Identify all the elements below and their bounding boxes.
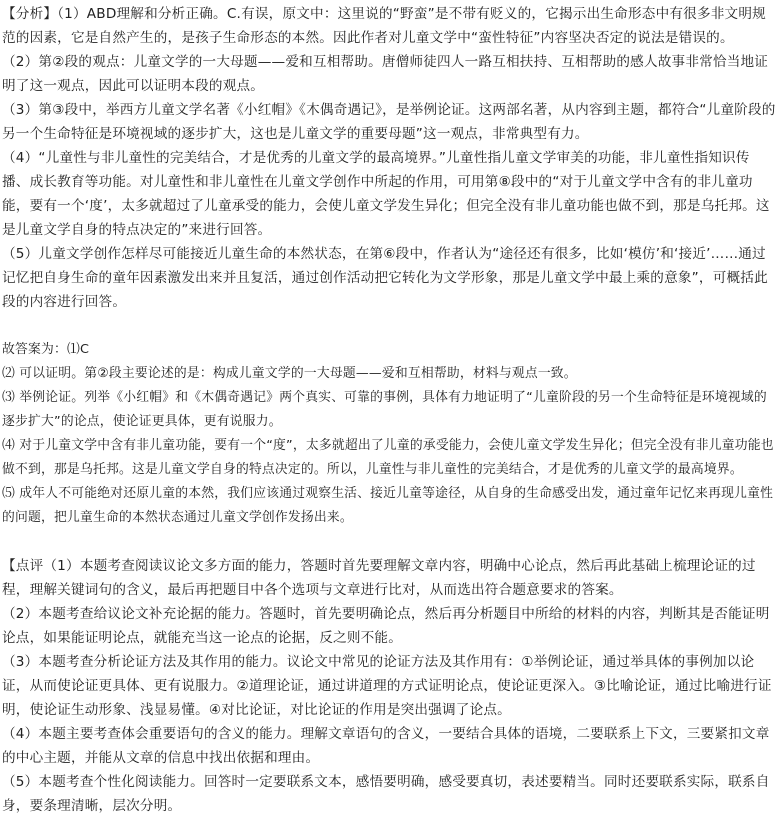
review-item-2: （2）本题考查给议论文补充论据的能力。答题时，首先要明确论点，然后再分析题目中所给的材料的内容，判断其是否能证明论点，如果能证明论点，就能充当这一论点的论据，反之则不能。	[2, 606, 770, 646]
analysis-item-1: 【分析】（1）ABD理解和分析正确。C.有误，原文中：这里说的“野蛮”是不带有贬义的，它揭示出生命形态中有很多非文明规范的因素，它是自然产生的，是孩子生命形态的本然。因此作者对儿童文学中“蛮性特征”内容坚决否定的说法是错误的。	[2, 6, 766, 46]
answer-item-3: ⑶ 举例论证。列举《小红帽》和《木偶奇遇记》两个真实、可靠的事例，具体有力地证明了“儿童阶段的另一个生命特征是环境视域的逐步扩大”的论点，使论证更具体，更有说服力。	[2, 390, 767, 429]
review-item-4: （4）本题主要考查体会重要语句的含义的能力。理解文章语句的含义，一要结合具体的语境，二要联系上下文，三要紧扣文章的中心主题，并能从文章的信息中找出依据和理由。	[2, 726, 770, 766]
answer-heading: 故答案为：⑴C	[2, 342, 90, 357]
review-item-5: （5）本题考查个性化阅读能力。回答时一定要联系文本，感悟要明确，感受要真切，表述要精当。同时还要联系实际，联系自身，要条理清晰，层次分明。	[2, 774, 770, 814]
answer-item-4: ⑷ 对于儿童文学中含有非儿童功能，要有一个“度”，太多就超出了儿童的承受能力，会使儿童文学发生异化；但完全没有非儿童功能也做不到，那是乌托邦。这是儿童文学自身的特点决定的。所以，儿童性与非儿童性的完美结合，才是优秀的儿童文学的最高境界。	[2, 438, 774, 477]
review-section	[2, 554, 776, 818]
section-gap	[2, 314, 776, 338]
analysis-item-2: （2）第②段的观点：儿童文学的一大母题——爱和互相帮助。唐僧师徒四人一路互相扶持、互相帮助的感人故事非常恰当地证明了这一观点，因此可以证明本段的观点。	[2, 54, 769, 94]
review-item-3: （3）本题考查分析论证方法及其作用的能力。议论文中常见的论证方法及其作用有：①举例论证，通过举具体的事例加以论证，从而使论证更具体、更有说服力。②道理论证，通过讲道理的方式证明论点，使论证更深入。③比喻论证，通过比喻进行证明，使论证生动形象、浅显易懂。④对比论证，对比论证的作用是突出强调了论点。	[2, 654, 772, 718]
answer-section	[2, 338, 776, 530]
analysis-section	[2, 2, 776, 314]
analysis-item-3: （3）第③段中，举西方儿童文学名著《小红帽》《木偶奇遇记》，是举例论证。这两部名著，从内容到主题，都符合“儿童阶段的另一个生命特征是环境视域的逐步扩大，这也是儿童文学的重要母题”这一观点，非常典型有力。	[2, 102, 776, 142]
answer-item-5: ⑸ 成年人不可能绝对还原儿童的本然，我们应该通过观察生活、接近儿童等途径，从自身的生命感受出发，通过童年记忆来再现儿童性的问题，把儿童生命的本然状态通过儿童文学创作发扬出来。	[2, 486, 774, 525]
section-gap	[2, 530, 776, 554]
answer-item-2: ⑵ 可以证明。第②段主要论述的是：构成儿童文学的一大母题——爱和互相帮助，材料与观点一致。	[2, 366, 577, 381]
analysis-item-4: （4）“儿童性与非儿童性的完美结合，才是优秀的儿童文学的最高境界。”儿童性指儿童文学审美的功能，非儿童性指知识传播、成长教育等功能。对儿童性和非儿童性在儿童文学创作中所起的作用，可用第⑧段中的“对于儿童文学中含有的非儿童功能，要有一个‘度’，太多就超过了儿童承受的能力，会使儿童文学发生异化；但完全没有非儿童功能也做不到，那是乌托邦。这是儿童文学自身的特点决定的”来进行回答。	[2, 150, 770, 238]
analysis-item-5: （5）儿童文学创作怎样尽可能接近儿童生命的本然状态，在第⑥段中，作者认为“途径还有很多，比如‘模仿’和‘接近’……通过记忆把自身生命的童年因素激发出来并且复活，通过创作活动把它转化为文学形象，那是儿童文学中最上乘的意象”，可概括此段的内容进行回答。	[2, 246, 768, 310]
review-item-1: 【点评（1）本题考查阅读议论文多方面的能力，答题时首先要理解文章内容，明确中心论点，然后再此基础上梳理论证的过程，理解关键词句的含义，最后再把题目中各个选项与文章进行比对，从而选出符合题意要求的答案。	[2, 558, 756, 598]
